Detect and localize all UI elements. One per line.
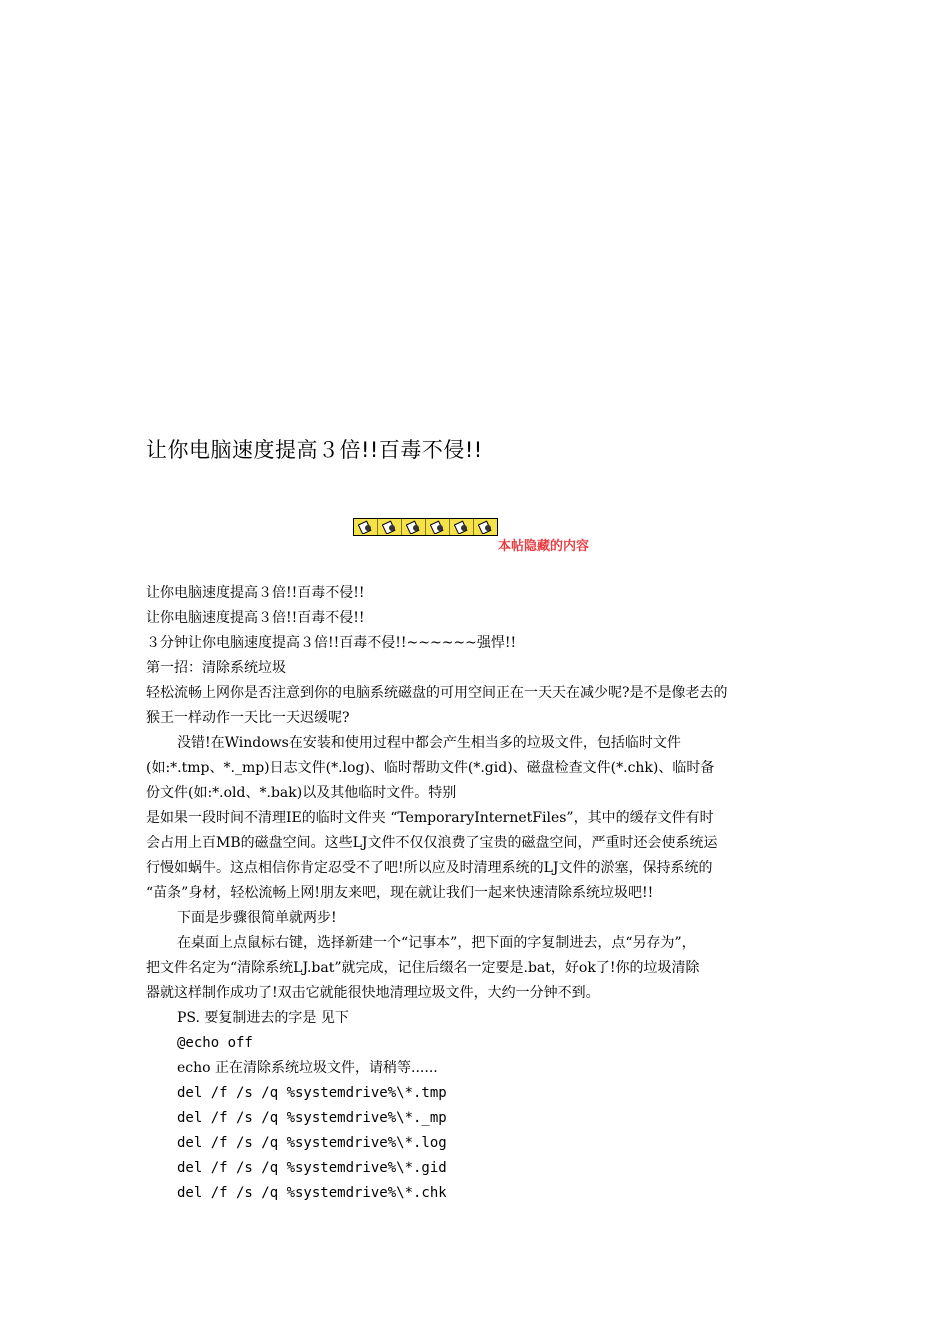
section-heading: 第一招：清除系统垃圾 bbox=[146, 660, 286, 676]
smiley-face-icon bbox=[426, 519, 450, 535]
hidden-content-label: 本帖隐藏的内容 bbox=[498, 539, 590, 554]
body-line: (如:*.tmp、*._mp)日志文件(*.log)、临时帮助文件(*.gid)、磁盘检查文件(*.chk)、临时备 bbox=[146, 760, 715, 776]
hidden-content-block bbox=[353, 518, 590, 554]
code-line: del /f /s /q %systemdrive%\*.tmp bbox=[177, 1085, 447, 1101]
body-line: 会占用上百MB的磁盘空间。这些LJ文件不仅仅浪费了宝贵的磁盘空间，严重时还会使系统运 bbox=[146, 835, 718, 851]
smiley-face-icon bbox=[450, 519, 474, 535]
body-line: 让你电脑速度提高３倍!!百毒不侵!! bbox=[146, 585, 365, 601]
body-line: 份文件(如:*.old、*.bak)以及其他临时文件。特别 bbox=[146, 785, 457, 801]
smiley-face-icon bbox=[402, 519, 426, 535]
code-line: del /f /s /q %systemdrive%\*.gid bbox=[177, 1160, 447, 1176]
code-line: del /f /s /q %systemdrive%\*.chk bbox=[177, 1185, 447, 1201]
smiley-icon-strip bbox=[353, 518, 498, 536]
body-line: 下面是步骤很简单就两步! bbox=[177, 910, 337, 926]
body-line: “苗条”身材，轻松流畅上网!朋友来吧，现在就让我们一起来快速清除系统垃圾吧!! bbox=[146, 885, 654, 901]
body-line: 行慢如蜗牛。这点相信你肯定忍受不了吧!所以应及时清理系统的LJ文件的淤塞，保持系统的 bbox=[146, 860, 713, 876]
page-title: 让你电脑速度提高３倍!!百毒不侵!! bbox=[146, 438, 483, 462]
body-line: 在桌面上点鼠标右键，选择新建一个“记事本”，把下面的字复制进去，点“另存为”， bbox=[177, 935, 696, 951]
body-line: PS. 要复制进去的字是 见下 bbox=[177, 1010, 349, 1026]
smiley-face-icon bbox=[354, 519, 378, 535]
body-line: 是如果一段时间不清理IE的临时文件夹 “TemporaryInternetFiles”，其中的缓存文件有时 bbox=[146, 810, 714, 826]
body-line: ３分钟让你电脑速度提高３倍!!百毒不侵!!~~~~~~强悍!! bbox=[146, 635, 517, 651]
smiley-face-icon bbox=[378, 519, 402, 535]
code-line: @echo off bbox=[177, 1035, 253, 1051]
body-line: 让你电脑速度提高３倍!!百毒不侵!! bbox=[146, 610, 365, 626]
body-line: 器就这样制作成功了!双击它就能很快地清理垃圾文件，大约一分钟不到。 bbox=[146, 985, 600, 1001]
smiley-face-icon bbox=[474, 519, 497, 535]
body-line: 猴王一样动作一天比一天迟缓呢? bbox=[146, 710, 350, 726]
code-line: echo 正在清除系统垃圾文件，请稍等...... bbox=[177, 1060, 438, 1076]
body-line: 没错!在Windows在安装和使用过程中都会产生相当多的垃圾文件，包括临时文件 bbox=[177, 735, 681, 751]
body-line: 把文件名定为“清除系统LJ.bat”就完成，记住后缀名一定要是.bat，好ok了!你的垃圾清除 bbox=[146, 960, 700, 976]
body-line: 轻松流畅上网你是否注意到你的电脑系统磁盘的可用空间正在一天天在减少呢?是不是像老去的 bbox=[146, 685, 728, 701]
code-line: del /f /s /q %systemdrive%\*._mp bbox=[177, 1110, 447, 1126]
code-line: del /f /s /q %systemdrive%\*.log bbox=[177, 1135, 447, 1151]
